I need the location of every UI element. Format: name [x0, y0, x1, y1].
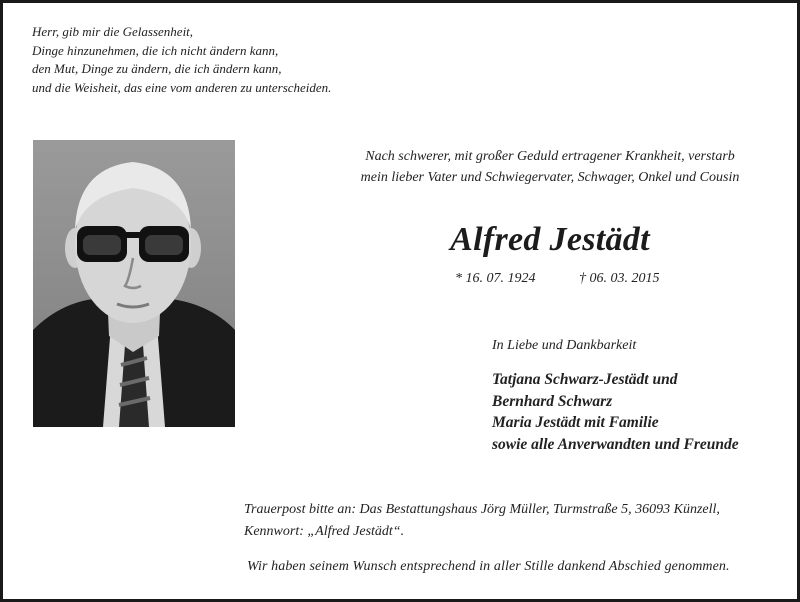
mourner-entry: Tatjana Schwarz-Jestädt und [492, 371, 678, 388]
verse-line: Dinge hinzunehmen, die ich nicht ändern kann, [32, 42, 279, 58]
closing-line: Wir haben seinem Wunsch entsprechend in aller Stille dankend Abschied genommen. [247, 559, 730, 574]
intro-text [333, 146, 767, 188]
mourners-list [492, 369, 739, 455]
mourner-entry: Maria Jestädt mit Familie [492, 414, 659, 431]
address-line: Trauerpost bitte an: Das Bestattungshaus Jörg Müller, Turmstraße 5, 36093 Künzell, [244, 502, 720, 517]
portrait-illustration [33, 140, 235, 427]
portrait-photo [33, 140, 235, 427]
condolence-address [244, 499, 720, 543]
life-dates [455, 271, 660, 287]
intro-line: mein lieber Vater und Schwiegervater, Schwager, Onkel und Cousin [360, 170, 740, 185]
intro-line: Nach schwerer, mit großer Geduld ertragener Krankheit, verstarb [365, 149, 735, 164]
address-line: Kennwort: „Alfred Jestädt“. [244, 524, 405, 539]
death-date: † 06. 03. 2015 [579, 271, 660, 286]
serenity-verse [32, 23, 331, 97]
verse-line: den Mut, Dinge zu ändern, die ich ändern kann, [32, 61, 282, 76]
thanks-line: In Liebe und Dankbarkeit [492, 338, 637, 353]
verse-line: Herr, gib mir die Gelassenheit, [32, 24, 194, 39]
mourner-entry: Bernhard Schwarz [492, 392, 613, 410]
birth-date: * 16. 07. 1924 [455, 271, 536, 286]
mourner-entry: sowie alle Anverwandten und Freunde [492, 435, 739, 453]
verse-line: und die Weisheit, das eine vom anderen zu unterscheiden. [32, 79, 332, 95]
deceased-name: Alfred Jestädt [450, 221, 650, 258]
